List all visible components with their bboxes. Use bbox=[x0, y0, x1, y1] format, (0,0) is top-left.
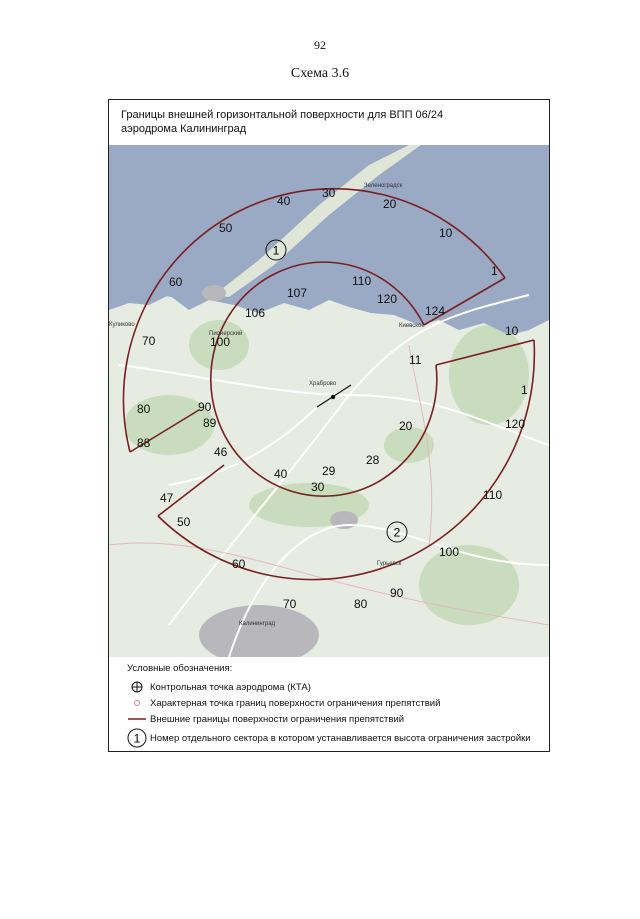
scheme-title: Схема 3.6 bbox=[290, 66, 350, 81]
map-area bbox=[109, 145, 549, 657]
height-label: 124 bbox=[425, 304, 446, 318]
sector-1-label: 1 bbox=[272, 243, 280, 258]
height-label: 10 bbox=[439, 226, 453, 240]
height-label: 20 bbox=[383, 197, 397, 211]
legend bbox=[127, 663, 547, 750]
height-label: 50 bbox=[219, 221, 233, 235]
height-label: 106 bbox=[245, 306, 266, 320]
height-label: 10 bbox=[505, 324, 519, 338]
place-label: Куликово bbox=[109, 322, 135, 328]
place-label: Пионерский bbox=[209, 331, 243, 337]
place-label: Зеленоградск bbox=[364, 183, 403, 189]
height-label: 90 bbox=[198, 400, 212, 414]
sector-icon-label: 1 bbox=[133, 731, 141, 746]
legend-item bbox=[127, 696, 547, 710]
legend-heading: Условные обозначения: bbox=[127, 663, 233, 674]
height-label: 29 bbox=[322, 464, 336, 478]
height-label: 107 bbox=[287, 286, 308, 300]
height-label: 88 bbox=[137, 436, 151, 450]
legend-item-text: Внешние границы поверхности ограничения препятствий bbox=[150, 713, 405, 725]
height-label: 70 bbox=[283, 597, 297, 611]
height-label: 47 bbox=[160, 491, 174, 505]
height-label: 30 bbox=[322, 186, 336, 200]
height-label: 100 bbox=[439, 545, 460, 559]
legend-item bbox=[127, 680, 547, 694]
height-label: 40 bbox=[277, 194, 291, 208]
height-label: 120 bbox=[505, 417, 526, 431]
legend-item bbox=[127, 712, 547, 726]
height-label: 70 bbox=[142, 334, 156, 348]
height-label: 46 bbox=[214, 445, 228, 459]
height-label: 1 bbox=[521, 383, 528, 397]
kta-icon bbox=[127, 681, 147, 693]
height-label: 120 bbox=[377, 292, 398, 306]
map-frame bbox=[108, 99, 550, 752]
sector-2-label: 2 bbox=[393, 525, 401, 540]
height-label: 110 bbox=[483, 488, 503, 502]
map-title-line2: аэродрома Калининград bbox=[121, 123, 247, 135]
height-label: 90 bbox=[390, 586, 404, 600]
place-label: Киевское bbox=[399, 323, 425, 329]
line-icon bbox=[127, 717, 147, 721]
height-label: 60 bbox=[169, 275, 183, 289]
place-label: Гурьевск bbox=[377, 561, 402, 567]
height-label: 1 bbox=[491, 264, 498, 278]
place-label: Храброво bbox=[309, 381, 337, 387]
kta-point bbox=[331, 395, 335, 399]
height-label: 40 bbox=[274, 467, 288, 481]
height-label: 28 bbox=[366, 453, 380, 467]
legend-item-text: Номер отдельного сектора в котором устанавливается высота ограничения застройки bbox=[150, 732, 531, 744]
height-label: 80 bbox=[137, 402, 151, 416]
height-label: 30 bbox=[311, 480, 325, 494]
height-label: 80 bbox=[354, 597, 368, 611]
height-label: 110 bbox=[352, 274, 372, 288]
height-label: 50 bbox=[177, 515, 191, 529]
place-label: Калининград bbox=[239, 621, 276, 627]
map-title-line1: Границы внешней горизонтальной поверхности для ВПП 06/24 bbox=[121, 109, 444, 121]
point-icon bbox=[127, 699, 147, 707]
sector-icon bbox=[127, 728, 147, 748]
map-svg bbox=[109, 145, 549, 657]
height-label: 89 bbox=[203, 416, 217, 430]
height-label: 60 bbox=[232, 557, 246, 571]
legend-item-text: Контрольная точка аэродрома (КТА) bbox=[150, 681, 311, 693]
page-number: 92 bbox=[314, 38, 326, 52]
legend-item-text: Характерная точка границ поверхности ограничения препятствий bbox=[150, 697, 441, 709]
legend-item bbox=[127, 728, 547, 748]
height-label: 100 bbox=[210, 335, 231, 349]
height-label: 20 bbox=[399, 419, 413, 433]
map-title bbox=[121, 108, 521, 136]
height-label: 11 bbox=[409, 353, 422, 367]
